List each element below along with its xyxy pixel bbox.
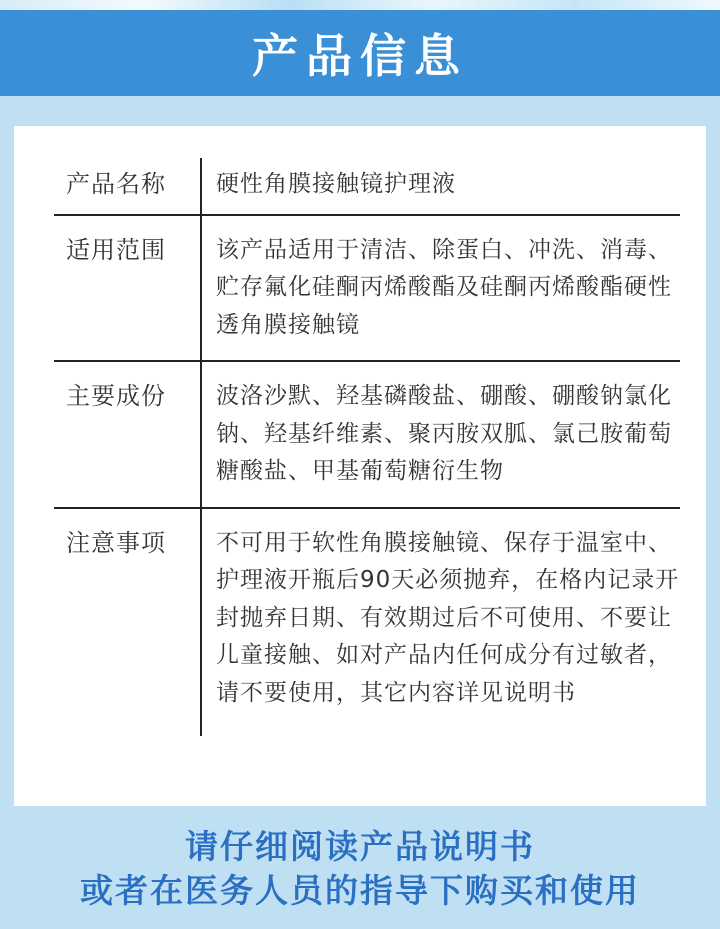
footer-line-2: 或者在医务人员的指导下购买和使用 — [80, 871, 640, 910]
page-title: 产品信息 — [252, 29, 468, 83]
row-value: 该产品适用于清洁、除蛋白、冲洗、消毒、贮存氟化硅酮丙烯酸酯及硅酮丙烯酸酯硬性透角膜接触镜 — [200, 216, 680, 361]
table-row-product-name — [54, 158, 680, 214]
row-label: 注意事项 — [66, 528, 166, 557]
product-info-panel — [14, 126, 706, 806]
table-row-scope — [54, 216, 680, 361]
footer-line-1: 请仔细阅读产品说明书 — [185, 827, 535, 866]
footer-notice — [0, 826, 720, 914]
row-label: 适用范围 — [66, 235, 166, 264]
row-value: 硬性角膜接触镜护理液 — [200, 158, 680, 214]
table-row-precautions — [54, 509, 680, 737]
table-row-ingredients — [54, 362, 680, 507]
header-banner — [0, 10, 720, 96]
row-label: 产品名称 — [66, 170, 166, 198]
row-label: 主要成份 — [66, 382, 166, 410]
product-info-table — [54, 158, 680, 736]
row-value: 波洛沙默、羟基磷酸盐、硼酸、硼酸钠氯化钠、羟基纤维素、聚丙胺双胍、氯己胺葡萄糖酸盐、甲基葡萄糖衍生物 — [200, 362, 680, 507]
row-value: 不可用于软性角膜接触镜、保存于温室中、护理液开瓶后90天必须抛弃，在格内记录开封抛弃日期、有效期过后不可使用、不要让儿童接触、如对产品内任何成分有过敏者，请不要使用，其它内容详见说明书 — [200, 509, 680, 737]
